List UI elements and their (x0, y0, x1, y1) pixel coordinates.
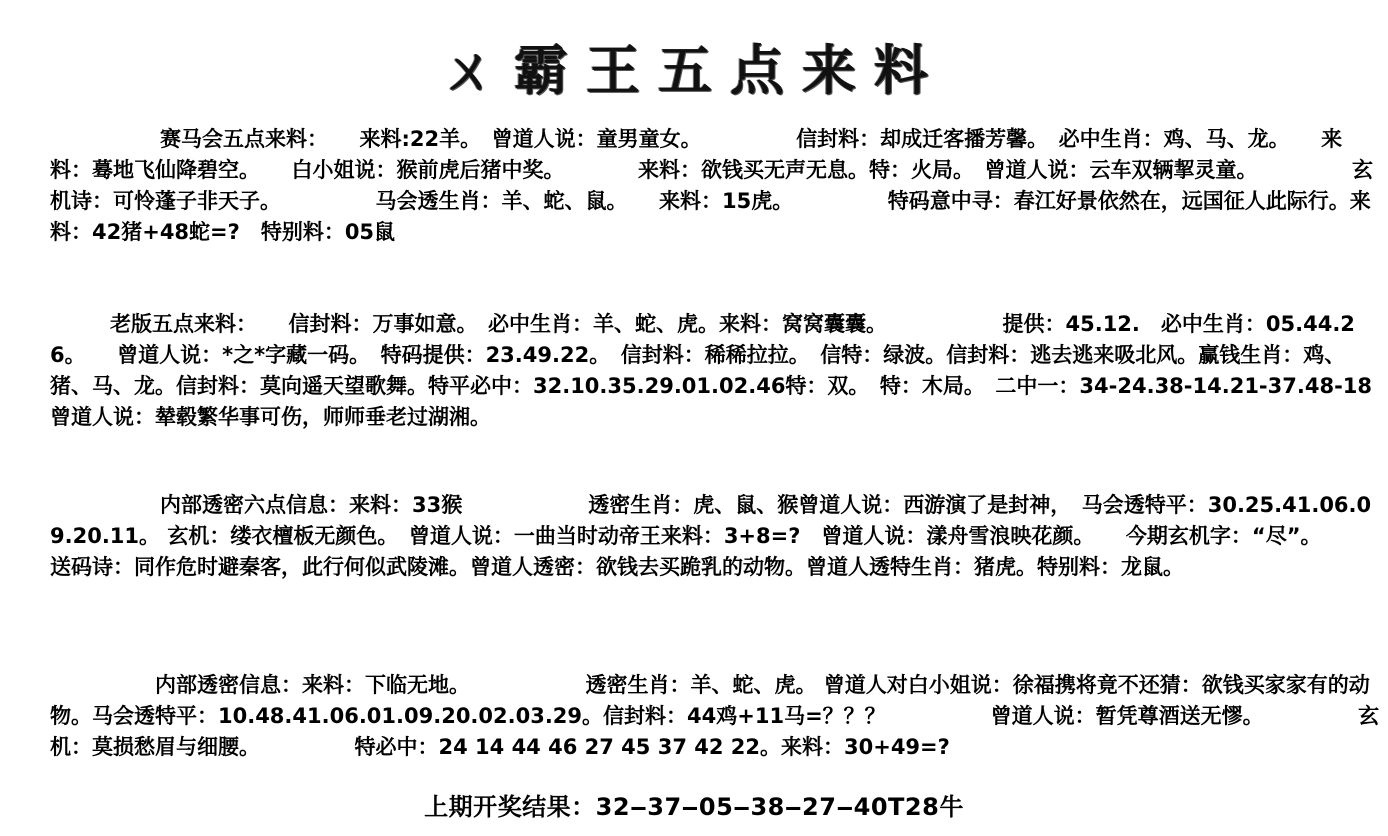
section-text: 赛马会五点来料： 来料:22羊。 曾道人说：童男童女。 信封料：却成迁客播芳馨。 必中生肖：鸡、马、龙。 来料：蓦地飞仙降碧空。 白小姐说：猴前虎后猪中奖。 来料：欲钱买无声无息。特：火局。 曾道人说：云车双辆挈灵童。 玄机诗：可怜蓬子非天子。 马会透生肖：羊、蛇、鼠。 来料：15虎。 特码意中寻：春江好景依然在，远国征人此际行。来料：42猪+48蛇=? 特别料：05鼠 (50, 127, 1373, 244)
page-title: ㄨ霸王五点来料 (442, 38, 946, 102)
section-text: 内部透密信息：来料：下临无地。 透密生肖：羊、蛇、虎。 曾道人对白小姐说：徐福携将竟不还猜：欲钱买家家有的动物。马会透特平：10.48.41.06.01.09.20.02.03.29。信封料：44鸡+11马=？？？ 曾道人说：暂凭尊酒送无憀。 玄机：莫损愁眉与细腰。 特必中：24 14 44 46 27 45 37 42 22。来料：30+49=? (50, 673, 1380, 759)
section-saimahui (50, 124, 1380, 248)
section-text: 老版五点来料： 信封料：万事如意。 必中生肖：羊、蛇、虎。来料：窝窝囊囊。 提供：45.12. 必中生肖：05.44.26。 曾道人说：*之*字藏一码。 特码提供：23.49.22。 信封料：稀稀拉拉。 信特：绿波。信封料：逃去逃来吸北风。赢钱生肖：鸡、猪、马、龙。信封料：莫向遥天望歌舞。特平必中：32.10.35.29.01.02.46特：双。 特：木局。 二中一：34-24.38-14.21-37.48-18曾道人说：辇毂繁华事可伤，师师垂老过湖湘。 (50, 312, 1373, 429)
section-laoban (50, 309, 1380, 433)
section-neibu (50, 670, 1380, 763)
section-neibu-six (50, 490, 1380, 583)
section-text: 内部透密六点信息：来料：33猴 透密生肖：虎、鼠、猴曾道人说：西游演了是封神， 马会透特平：30.25.41.06.09.20.11。 玄机：缕衣檀板无颜色。 曾道人说：一曲当时动帝王来料：3+8=? 曾道人说：漾舟雪浪映花颜。 今期玄机字：“尽”。 送码诗：同作危时避秦客，此行何似武陵滩。曾道人透密：欲钱去买跪乳的动物。曾道人透特生肖：猪虎。特别料：龙鼠。 (50, 493, 1375, 579)
last-draw-result: 上期开奖结果：32‒37‒05‒38‒27‒40T28牛 (424, 793, 964, 821)
